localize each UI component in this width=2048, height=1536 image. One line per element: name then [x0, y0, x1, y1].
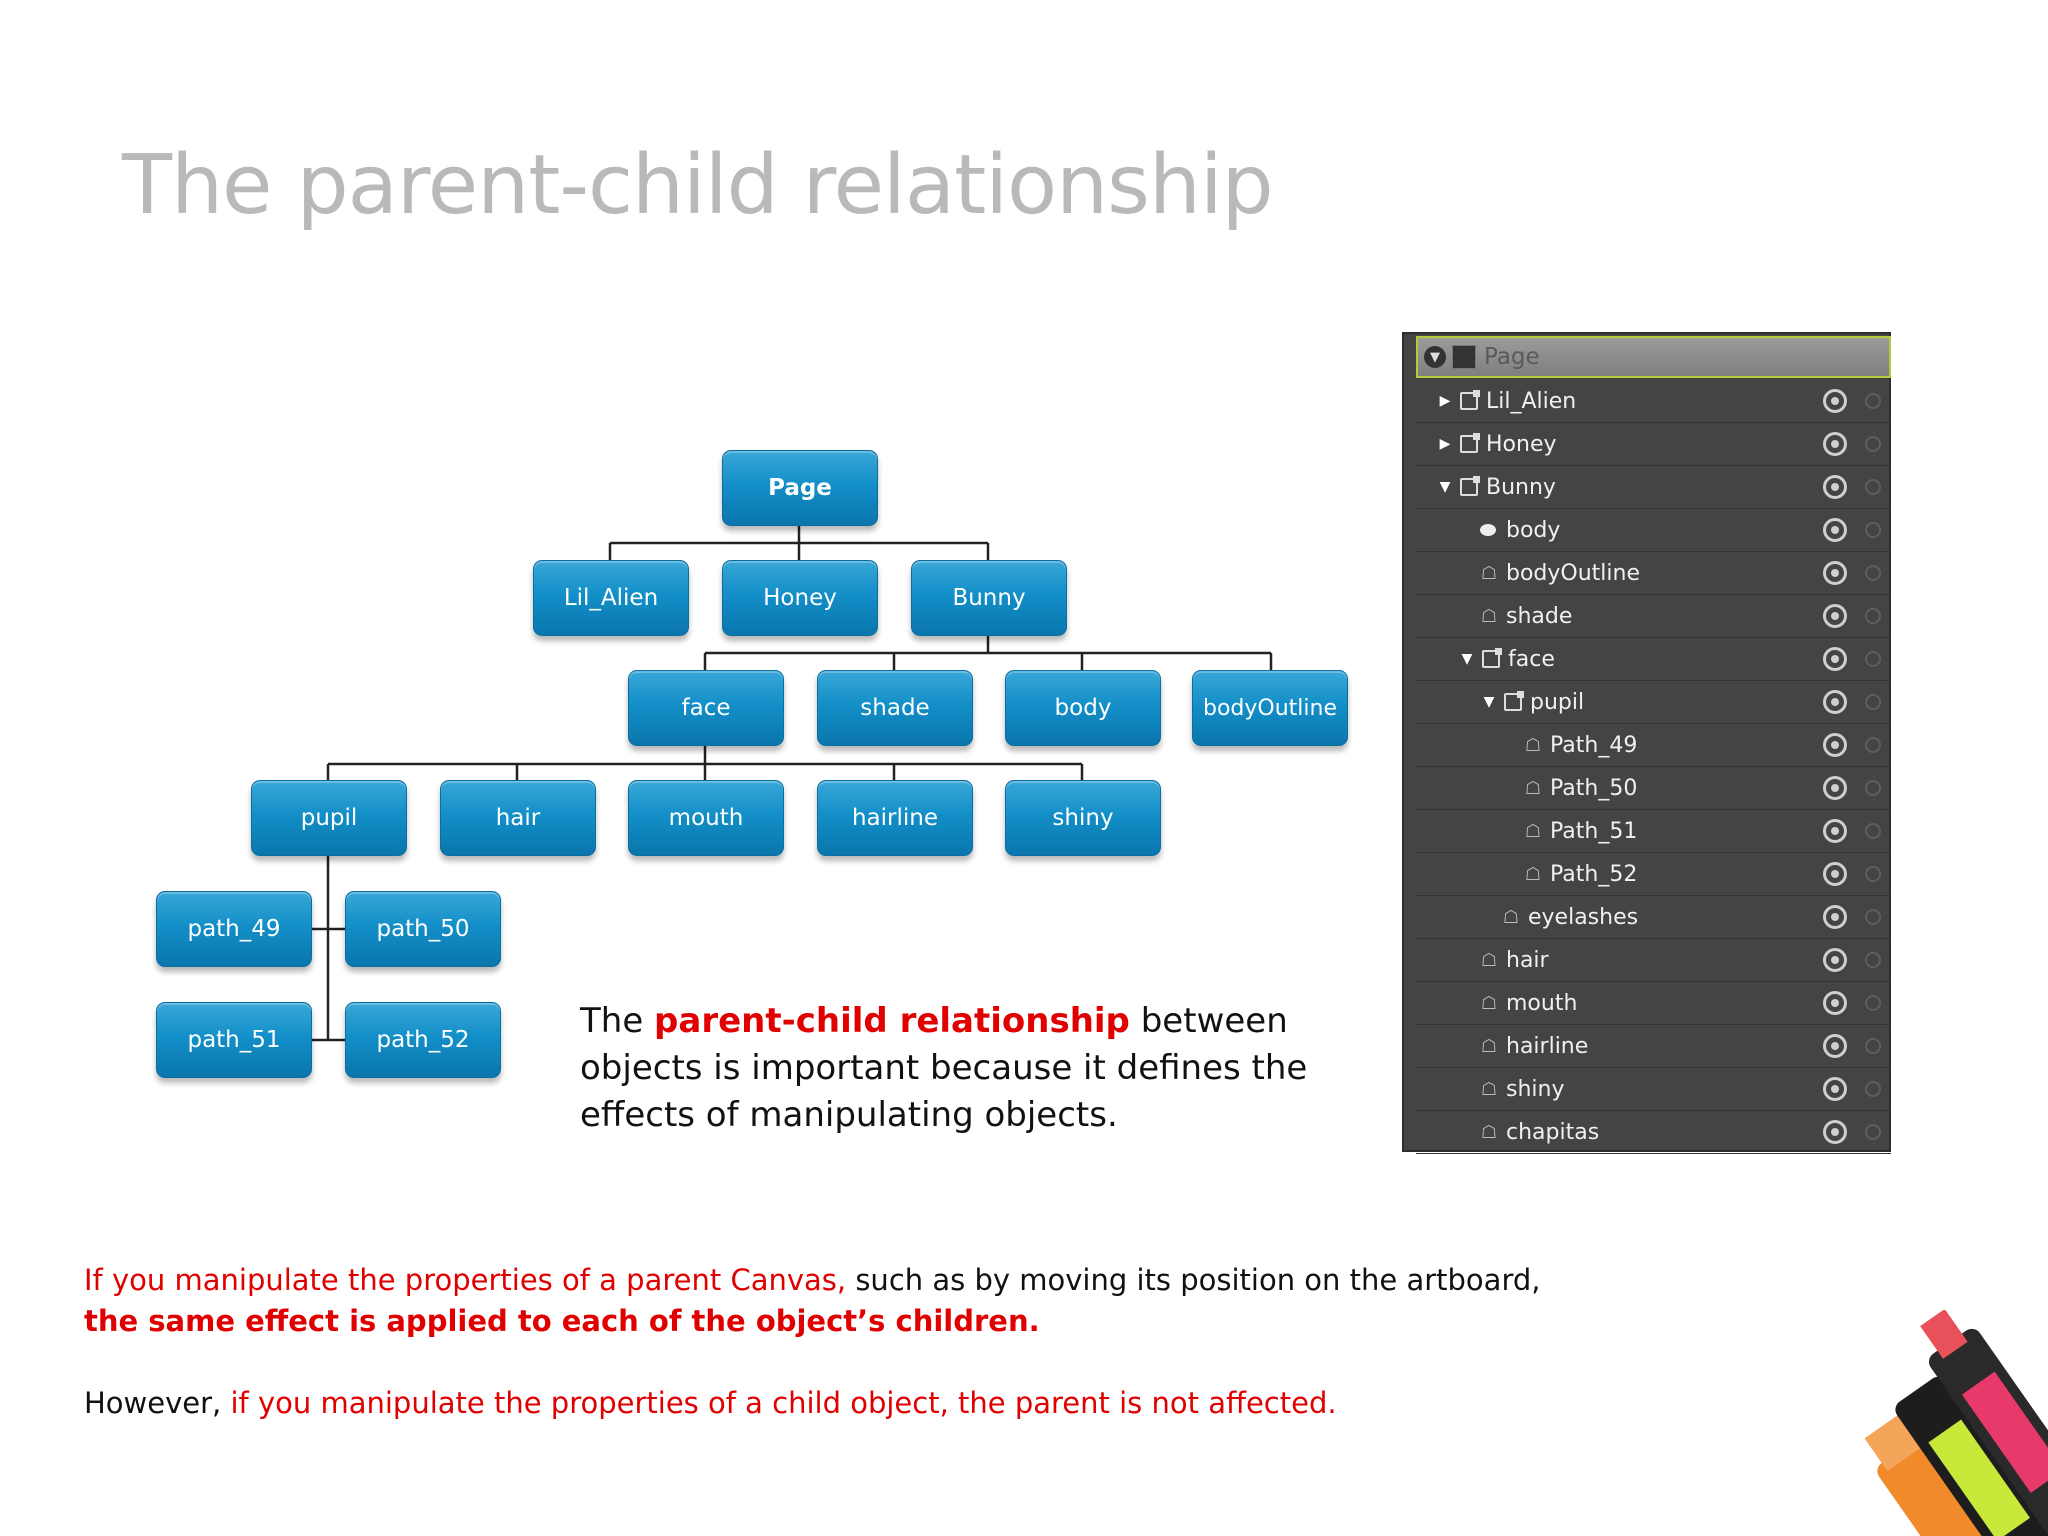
layer-label: Path_52: [1550, 861, 1638, 887]
layer-row[interactable]: [1416, 638, 1891, 681]
lock-toggle-icon[interactable]: [1865, 737, 1881, 753]
layer-row[interactable]: [1416, 466, 1891, 509]
para1-black-text: such as by moving its position on the artboard,: [846, 1263, 1541, 1297]
path-icon: ☖: [1524, 863, 1542, 885]
layer-label: face: [1508, 646, 1555, 672]
node-lil-alien: Lil_Alien: [533, 560, 689, 636]
layer-label: Honey: [1486, 431, 1557, 457]
expand-triangle-icon[interactable]: ▼: [1461, 651, 1473, 667]
layer-row[interactable]: [1416, 767, 1891, 810]
group-icon: [1504, 693, 1522, 711]
lock-toggle-icon[interactable]: [1865, 780, 1881, 796]
layer-label: body: [1506, 517, 1561, 543]
layer-label: bodyOutline: [1506, 560, 1640, 586]
layer-label: Path_50: [1550, 775, 1638, 801]
para2-black-text: However,: [84, 1386, 231, 1420]
path-icon: ☖: [1524, 734, 1542, 756]
collapse-triangle-icon[interactable]: ▶: [1439, 436, 1451, 452]
visibility-eye-icon[interactable]: [1823, 561, 1847, 585]
lock-toggle-icon[interactable]: [1865, 479, 1881, 495]
lock-toggle-icon[interactable]: [1865, 393, 1881, 409]
layer-label: Path_49: [1550, 732, 1638, 758]
visibility-eye-icon[interactable]: [1823, 1077, 1847, 1101]
node-path-52: path_52: [345, 1002, 501, 1078]
layer-label: mouth: [1506, 990, 1578, 1016]
page-icon: [1452, 345, 1476, 369]
layer-row[interactable]: [1416, 380, 1891, 423]
visibility-eye-icon[interactable]: [1823, 862, 1847, 886]
path-icon: ☖: [1480, 1035, 1498, 1057]
node-shiny: shiny: [1005, 780, 1161, 856]
node-shade: shade: [817, 670, 973, 746]
layer-label: Lil_Alien: [1486, 388, 1577, 414]
visibility-eye-icon[interactable]: [1823, 518, 1847, 542]
node-face: face: [628, 670, 784, 746]
visibility-eye-icon[interactable]: [1823, 991, 1847, 1015]
path-icon: ☖: [1480, 992, 1498, 1014]
node-bodyoutline: bodyOutline: [1192, 670, 1348, 746]
layer-row[interactable]: [1416, 982, 1891, 1025]
para1-red-text: If you manipulate the properties of a parent Canvas,: [84, 1263, 847, 1297]
layer-label: Bunny: [1486, 474, 1556, 500]
lock-toggle-icon[interactable]: [1865, 565, 1881, 581]
lock-toggle-icon[interactable]: [1865, 522, 1881, 538]
layer-label: hair: [1506, 947, 1549, 973]
path-icon: ☖: [1480, 949, 1498, 971]
layer-row[interactable]: [1416, 681, 1891, 724]
visibility-eye-icon[interactable]: [1823, 948, 1847, 972]
lock-toggle-icon[interactable]: [1865, 1081, 1881, 1097]
visibility-eye-icon[interactable]: [1823, 647, 1847, 671]
visibility-eye-icon[interactable]: [1823, 905, 1847, 929]
group-icon: [1460, 478, 1478, 496]
layer-row[interactable]: [1416, 1111, 1891, 1154]
visibility-eye-icon[interactable]: [1823, 475, 1847, 499]
path-icon: ☖: [1524, 820, 1542, 842]
layer-label: Path_51: [1550, 818, 1638, 844]
path-icon: ☖: [1480, 562, 1498, 584]
markers-decoration-icon: [1840, 1310, 2048, 1536]
slide-title: The parent-child relationship: [122, 138, 1273, 233]
layer-row[interactable]: [1416, 853, 1891, 896]
visibility-eye-icon[interactable]: [1823, 1120, 1847, 1144]
visibility-eye-icon[interactable]: [1823, 389, 1847, 413]
group-icon: [1482, 650, 1500, 668]
collapse-triangle-icon[interactable]: ▶: [1439, 393, 1451, 409]
node-hairline: hairline: [817, 780, 973, 856]
node-hair: hair: [440, 780, 596, 856]
node-path-49: path_49: [156, 891, 312, 967]
layer-row[interactable]: [1416, 423, 1891, 466]
expand-triangle-icon[interactable]: ▼: [1439, 479, 1451, 495]
layer-row[interactable]: [1416, 939, 1891, 982]
lock-toggle-icon[interactable]: [1865, 823, 1881, 839]
lock-toggle-icon[interactable]: [1865, 866, 1881, 882]
visibility-eye-icon[interactable]: [1823, 1034, 1847, 1058]
layers-panel: [1402, 332, 1891, 1152]
layer-row[interactable]: [1416, 595, 1891, 638]
visibility-eye-icon[interactable]: [1823, 776, 1847, 800]
layer-label: pupil: [1530, 689, 1585, 715]
paragraph-child-effect: [84, 1383, 1337, 1424]
explanation-part1: The: [580, 1001, 655, 1041]
path-icon: ☖: [1502, 906, 1520, 928]
ellipse-icon: [1480, 524, 1496, 536]
lock-toggle-icon[interactable]: [1865, 694, 1881, 710]
path-icon: ☖: [1480, 1121, 1498, 1143]
node-body: body: [1005, 670, 1161, 746]
para2-red-text: if you manipulate the properties of a child object, the parent is not affected.: [230, 1386, 1337, 1420]
para1-bold-red-text: the same effect is applied to each of the object’s children.: [84, 1304, 1040, 1338]
explanation-part2: between objects is important because it defines the effects of manipulating objects.: [580, 1001, 1308, 1135]
layer-label: shade: [1506, 603, 1573, 629]
path-icon: ☖: [1480, 1078, 1498, 1100]
layers-list: [1416, 380, 1891, 1154]
layer-label: hairline: [1506, 1033, 1589, 1059]
lock-toggle-icon[interactable]: [1865, 608, 1881, 624]
layer-label: chapitas: [1506, 1119, 1600, 1145]
group-icon: [1460, 435, 1478, 453]
path-icon: ☖: [1524, 777, 1542, 799]
lock-toggle-icon[interactable]: [1865, 909, 1881, 925]
layer-row[interactable]: [1416, 810, 1891, 853]
explanation-highlight: parent-child relationship: [654, 1001, 1130, 1041]
layer-row[interactable]: [1416, 552, 1891, 595]
layers-panel-header[interactable]: [1416, 336, 1891, 378]
expand-triangle-icon[interactable]: ▼: [1483, 694, 1495, 710]
lock-toggle-icon[interactable]: [1865, 952, 1881, 968]
node-path-51: path_51: [156, 1002, 312, 1078]
group-icon: [1460, 392, 1478, 410]
explanation-text: [580, 998, 1350, 1139]
visibility-eye-icon[interactable]: [1823, 690, 1847, 714]
node-pupil: pupil: [251, 780, 407, 856]
layer-row[interactable]: [1416, 724, 1891, 767]
node-mouth: mouth: [628, 780, 784, 856]
layer-label: eyelashes: [1528, 904, 1639, 930]
lock-toggle-icon[interactable]: [1865, 651, 1881, 667]
node-honey: Honey: [722, 560, 878, 636]
lock-toggle-icon[interactable]: [1865, 1038, 1881, 1054]
path-icon: ☖: [1480, 605, 1498, 627]
layer-label: shiny: [1506, 1076, 1565, 1102]
layer-row[interactable]: [1416, 896, 1891, 939]
node-path-50: path_50: [345, 891, 501, 967]
visibility-eye-icon[interactable]: [1823, 604, 1847, 628]
layer-row[interactable]: [1416, 1025, 1891, 1068]
lock-toggle-icon[interactable]: [1865, 1124, 1881, 1140]
visibility-eye-icon[interactable]: [1823, 432, 1847, 456]
layers-panel-header-label: Page: [1484, 344, 1540, 370]
visibility-eye-icon[interactable]: [1823, 819, 1847, 843]
paragraph-parent-effect: [84, 1260, 1540, 1342]
visibility-eye-icon[interactable]: [1823, 733, 1847, 757]
layer-row[interactable]: [1416, 1068, 1891, 1111]
lock-toggle-icon[interactable]: [1865, 436, 1881, 452]
layer-row[interactable]: [1416, 509, 1891, 552]
node-bunny: Bunny: [911, 560, 1067, 636]
lock-toggle-icon[interactable]: [1865, 995, 1881, 1011]
node-page: Page: [722, 450, 878, 526]
collapse-icon[interactable]: ▼: [1424, 346, 1446, 368]
